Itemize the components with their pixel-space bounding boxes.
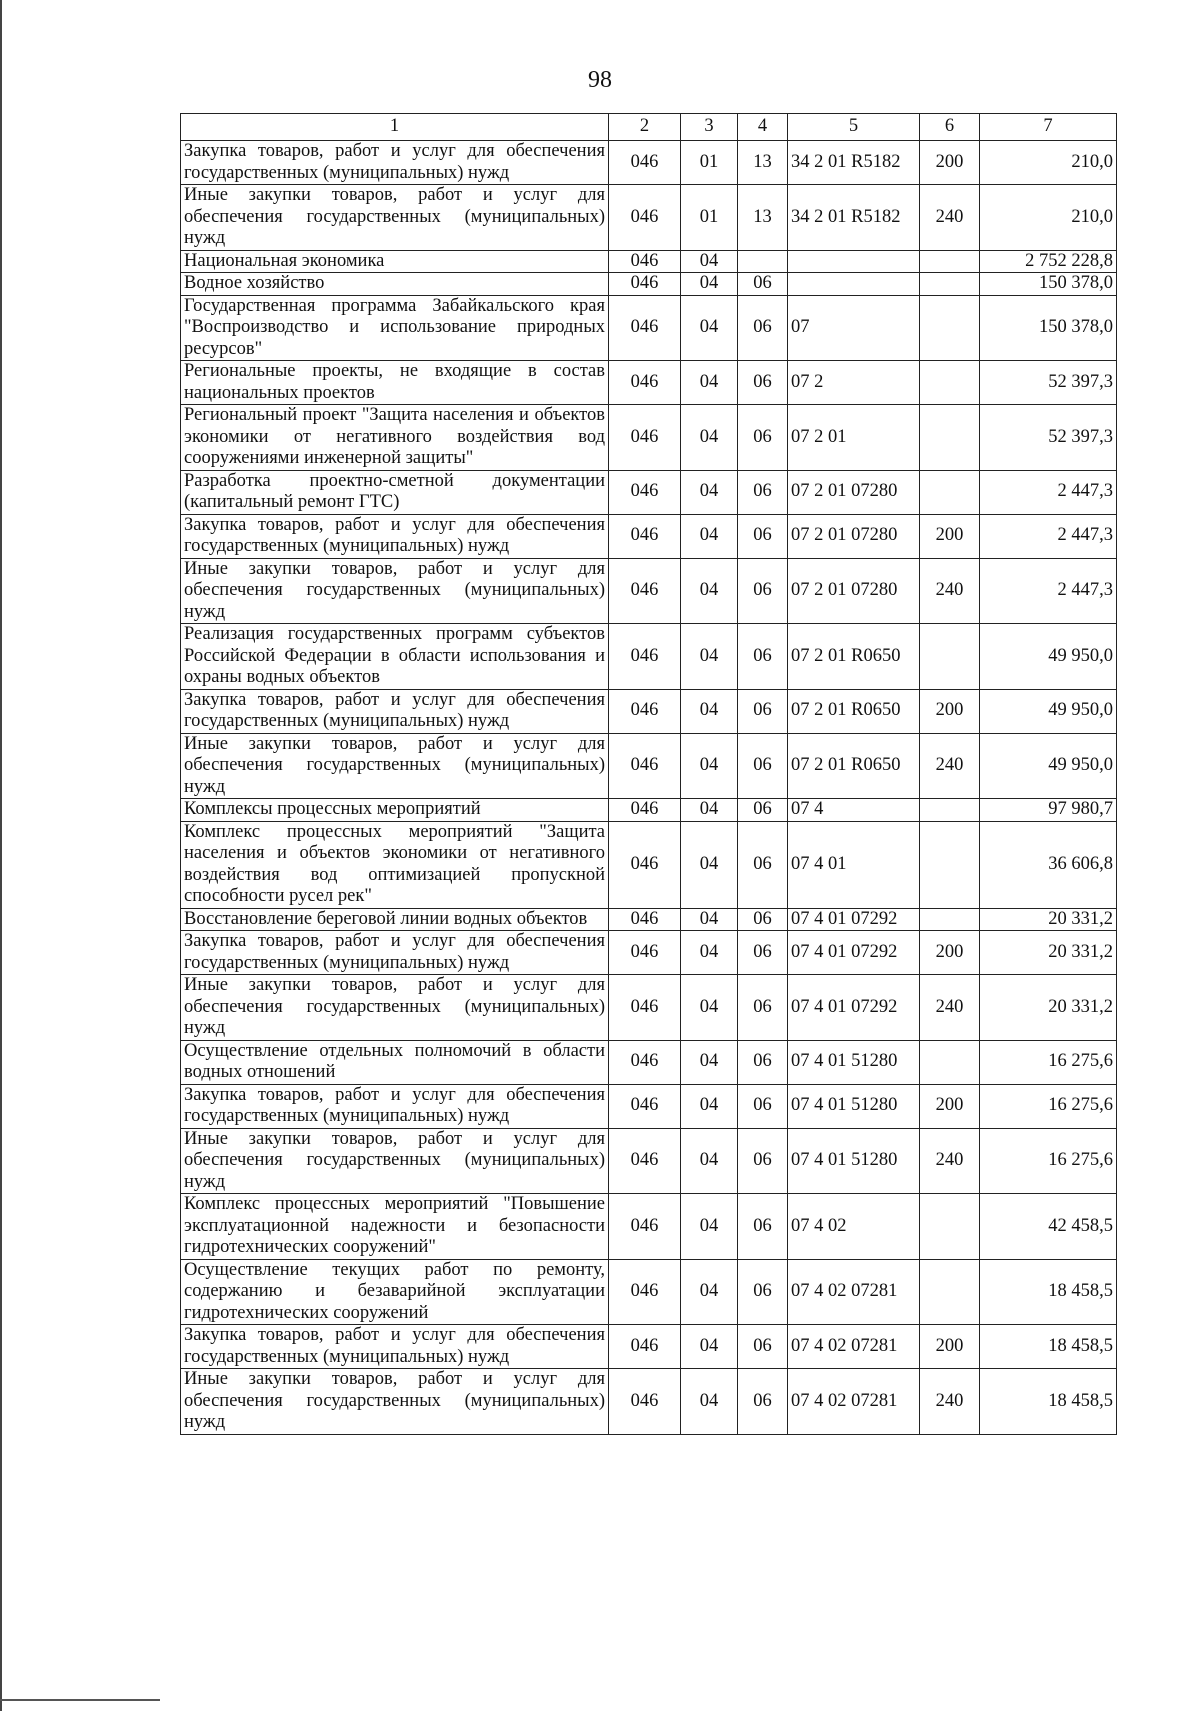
row-name-cell: Водное хозяйство: [181, 273, 609, 296]
row-target-article-cell: 07 2 01 R0650: [788, 689, 920, 733]
row-subsection-cell: 13: [738, 185, 788, 251]
table-row: [181, 799, 1117, 822]
row-name-cell: Закупка товаров, работ и услуг для обеспечения государственных (муниципальных) нужд: [181, 514, 609, 558]
row-grbs-cell: 046: [609, 1325, 681, 1369]
row-expense-type-cell: [920, 273, 980, 296]
row-subsection-cell: 13: [738, 141, 788, 185]
row-expense-type-cell: 240: [920, 975, 980, 1041]
row-grbs-cell: 046: [609, 558, 681, 624]
table-row: [181, 295, 1117, 361]
row-target-article-cell: 34 2 01 R5182: [788, 185, 920, 251]
table-row: [181, 1194, 1117, 1260]
row-expense-type-cell: [920, 1259, 980, 1325]
row-subsection-cell: 06: [738, 361, 788, 405]
row-sum-cell: 2 447,3: [980, 514, 1117, 558]
row-section-cell: 04: [681, 1040, 738, 1084]
row-sum-cell: 20 331,2: [980, 931, 1117, 975]
row-grbs-cell: 046: [609, 1369, 681, 1435]
row-section-cell: 04: [681, 1325, 738, 1369]
row-subsection-cell: 06: [738, 295, 788, 361]
row-section-cell: 04: [681, 931, 738, 975]
header-cell-3: 3: [681, 114, 738, 141]
row-section-cell: 04: [681, 689, 738, 733]
row-subsection-cell: 06: [738, 975, 788, 1041]
row-grbs-cell: 046: [609, 821, 681, 908]
row-expense-type-cell: 240: [920, 1369, 980, 1435]
row-sum-cell: 52 397,3: [980, 361, 1117, 405]
row-sum-cell: 18 458,5: [980, 1325, 1117, 1369]
row-subsection-cell: 06: [738, 1369, 788, 1435]
row-grbs-cell: 046: [609, 624, 681, 690]
row-name-cell: Закупка товаров, работ и услуг для обеспечения государственных (муниципальных) нужд: [181, 1325, 609, 1369]
row-section-cell: 04: [681, 405, 738, 471]
row-sum-cell: 210,0: [980, 185, 1117, 251]
table-row: [181, 1259, 1117, 1325]
header-cell-5: 5: [788, 114, 920, 141]
row-name-cell: Иные закупки товаров, работ и услуг для обеспечения государственных (муниципальных) нужд: [181, 1369, 609, 1435]
row-grbs-cell: 046: [609, 250, 681, 273]
row-subsection-cell: 06: [738, 470, 788, 514]
row-grbs-cell: 046: [609, 405, 681, 471]
row-sum-cell: 20 331,2: [980, 908, 1117, 931]
row-section-cell: 04: [681, 908, 738, 931]
row-section-cell: 04: [681, 1084, 738, 1128]
row-subsection-cell: 06: [738, 1325, 788, 1369]
table-row: [181, 361, 1117, 405]
table-body: [181, 114, 1117, 1435]
row-subsection-cell: 06: [738, 1128, 788, 1194]
row-grbs-cell: 046: [609, 185, 681, 251]
row-target-article-cell: 07 4 02 07281: [788, 1369, 920, 1435]
row-name-cell: Национальная экономика: [181, 250, 609, 273]
row-name-cell: Осуществление текущих работ по ремонту, содержанию и безаварийной эксплуатации гидротехнических сооружений: [181, 1259, 609, 1325]
row-name-cell: Региональный проект "Защита населения и объектов экономики от негативного воздействия вод сооружениями инженерной защиты": [181, 405, 609, 471]
page-number: 98: [588, 67, 612, 93]
table-row: [181, 931, 1117, 975]
row-grbs-cell: 046: [609, 514, 681, 558]
row-grbs-cell: 046: [609, 1040, 681, 1084]
row-expense-type-cell: [920, 821, 980, 908]
scan-edge-bottom: [0, 1699, 160, 1701]
row-subsection-cell: 06: [738, 821, 788, 908]
row-name-cell: Иные закупки товаров, работ и услуг для обеспечения государственных (муниципальных) нужд: [181, 185, 609, 251]
row-section-cell: 04: [681, 975, 738, 1041]
table-row: [181, 141, 1117, 185]
budget-table: [180, 113, 1117, 1435]
header-cell-2: 2: [609, 114, 681, 141]
row-sum-cell: 16 275,6: [980, 1040, 1117, 1084]
row-section-cell: 04: [681, 1194, 738, 1260]
row-target-article-cell: 07 2: [788, 361, 920, 405]
row-sum-cell: 150 378,0: [980, 273, 1117, 296]
row-target-article-cell: 07 4 01 07292: [788, 931, 920, 975]
row-name-cell: Разработка проектно-сметной документации (капитальный ремонт ГТС): [181, 470, 609, 514]
row-subsection-cell: 06: [738, 931, 788, 975]
row-expense-type-cell: 200: [920, 1084, 980, 1128]
row-target-article-cell: 07 4 02 07281: [788, 1325, 920, 1369]
row-sum-cell: 49 950,0: [980, 624, 1117, 690]
row-subsection-cell: 06: [738, 1194, 788, 1260]
row-target-article-cell: 07 4 01: [788, 821, 920, 908]
table-row: [181, 1040, 1117, 1084]
row-target-article-cell: 07 4 01 07292: [788, 908, 920, 931]
row-subsection-cell: 06: [738, 1084, 788, 1128]
table-row: [181, 908, 1117, 931]
table-row: [181, 514, 1117, 558]
row-expense-type-cell: [920, 250, 980, 273]
row-subsection-cell: 06: [738, 1259, 788, 1325]
row-target-article-cell: 07 4 01 51280: [788, 1084, 920, 1128]
row-grbs-cell: 046: [609, 141, 681, 185]
table-row: [181, 821, 1117, 908]
table-row: [181, 1369, 1117, 1435]
row-target-article-cell: 07 2 01 R0650: [788, 733, 920, 799]
row-sum-cell: 16 275,6: [980, 1084, 1117, 1128]
table-row: [181, 558, 1117, 624]
row-sum-cell: 150 378,0: [980, 295, 1117, 361]
row-grbs-cell: 046: [609, 689, 681, 733]
table-row: [181, 689, 1117, 733]
table-row: [181, 405, 1117, 471]
row-grbs-cell: 046: [609, 1084, 681, 1128]
row-grbs-cell: 046: [609, 361, 681, 405]
row-subsection-cell: 06: [738, 273, 788, 296]
row-section-cell: 04: [681, 1369, 738, 1435]
row-grbs-cell: 046: [609, 1194, 681, 1260]
row-sum-cell: 20 331,2: [980, 975, 1117, 1041]
row-subsection-cell: 06: [738, 733, 788, 799]
row-sum-cell: 42 458,5: [980, 1194, 1117, 1260]
row-sum-cell: 16 275,6: [980, 1128, 1117, 1194]
table-row: [181, 250, 1117, 273]
row-grbs-cell: 046: [609, 931, 681, 975]
row-sum-cell: 49 950,0: [980, 733, 1117, 799]
row-target-article-cell: 07 2 01 R0650: [788, 624, 920, 690]
row-target-article-cell: 07 4: [788, 799, 920, 822]
header-cell-1: 1: [181, 114, 609, 141]
row-expense-type-cell: [920, 405, 980, 471]
row-name-cell: Иные закупки товаров, работ и услуг для обеспечения государственных (муниципальных) нужд: [181, 558, 609, 624]
row-grbs-cell: 046: [609, 733, 681, 799]
header-cell-7: 7: [980, 114, 1117, 141]
row-expense-type-cell: 240: [920, 1128, 980, 1194]
row-expense-type-cell: 240: [920, 558, 980, 624]
row-sum-cell: 2 447,3: [980, 470, 1117, 514]
row-expense-type-cell: 200: [920, 514, 980, 558]
row-name-cell: Иные закупки товаров, работ и услуг для обеспечения государственных (муниципальных) нужд: [181, 733, 609, 799]
row-expense-type-cell: [920, 799, 980, 822]
row-subsection-cell: 06: [738, 514, 788, 558]
row-section-cell: 04: [681, 733, 738, 799]
row-name-cell: Реализация государственных программ субъектов Российской Федерации в области использования и охраны водных объектов: [181, 624, 609, 690]
row-expense-type-cell: 240: [920, 733, 980, 799]
row-name-cell: Комплексы процессных мероприятий: [181, 799, 609, 822]
header-cell-6: 6: [920, 114, 980, 141]
row-name-cell: Комплекс процессных мероприятий "Защита населения и объектов экономики от негативного воздействия вод оптимизацией пропускной способности русел рек": [181, 821, 609, 908]
row-expense-type-cell: 240: [920, 185, 980, 251]
table-row: [181, 1084, 1117, 1128]
row-name-cell: Иные закупки товаров, работ и услуг для обеспечения государственных (муниципальных) нужд: [181, 975, 609, 1041]
row-grbs-cell: 046: [609, 975, 681, 1041]
row-section-cell: 04: [681, 361, 738, 405]
row-target-article-cell: 07 4 01 07292: [788, 975, 920, 1041]
row-section-cell: 04: [681, 821, 738, 908]
table-row: [181, 975, 1117, 1041]
row-sum-cell: 36 606,8: [980, 821, 1117, 908]
row-expense-type-cell: [920, 1194, 980, 1260]
row-subsection-cell: [738, 250, 788, 273]
row-sum-cell: 18 458,5: [980, 1369, 1117, 1435]
row-section-cell: 04: [681, 799, 738, 822]
table-row: [181, 733, 1117, 799]
row-subsection-cell: 06: [738, 624, 788, 690]
row-name-cell: Осуществление отдельных полномочий в области водных отношений: [181, 1040, 609, 1084]
row-target-article-cell: 07 4 02 07281: [788, 1259, 920, 1325]
row-section-cell: 04: [681, 1259, 738, 1325]
row-name-cell: Закупка товаров, работ и услуг для обеспечения государственных (муниципальных) нужд: [181, 689, 609, 733]
row-section-cell: 04: [681, 273, 738, 296]
row-expense-type-cell: [920, 295, 980, 361]
row-section-cell: 01: [681, 185, 738, 251]
table-row: [181, 470, 1117, 514]
row-target-article-cell: 07 2 01 07280: [788, 558, 920, 624]
row-sum-cell: 97 980,7: [980, 799, 1117, 822]
row-target-article-cell: 34 2 01 R5182: [788, 141, 920, 185]
row-target-article-cell: 07 2 01: [788, 405, 920, 471]
row-section-cell: 04: [681, 295, 738, 361]
row-subsection-cell: 06: [738, 689, 788, 733]
header-cell-4: 4: [738, 114, 788, 141]
row-subsection-cell: 06: [738, 558, 788, 624]
row-expense-type-cell: [920, 470, 980, 514]
row-section-cell: 04: [681, 250, 738, 273]
row-subsection-cell: 06: [738, 1040, 788, 1084]
row-section-cell: 04: [681, 558, 738, 624]
row-name-cell: Комплекс процессных мероприятий "Повышение эксплуатационной надежности и безопасности гидротехнических сооружений": [181, 1194, 609, 1260]
row-section-cell: 04: [681, 514, 738, 558]
row-expense-type-cell: [920, 624, 980, 690]
row-grbs-cell: 046: [609, 470, 681, 514]
row-subsection-cell: 06: [738, 799, 788, 822]
row-target-article-cell: 07 2 01 07280: [788, 470, 920, 514]
row-sum-cell: 52 397,3: [980, 405, 1117, 471]
row-expense-type-cell: 200: [920, 931, 980, 975]
row-sum-cell: 210,0: [980, 141, 1117, 185]
row-section-cell: 04: [681, 624, 738, 690]
row-name-cell: Закупка товаров, работ и услуг для обеспечения государственных (муниципальных) нужд: [181, 141, 609, 185]
row-grbs-cell: 046: [609, 1128, 681, 1194]
row-target-article-cell: 07 4 02: [788, 1194, 920, 1260]
row-sum-cell: 2 752 228,8: [980, 250, 1117, 273]
row-subsection-cell: 06: [738, 908, 788, 931]
row-target-article-cell: 07 2 01 07280: [788, 514, 920, 558]
row-name-cell: Государственная программа Забайкальского края "Воспроизводство и использование природных ресурсов": [181, 295, 609, 361]
row-expense-type-cell: 200: [920, 1325, 980, 1369]
row-target-article-cell: 07 4 01 51280: [788, 1128, 920, 1194]
row-grbs-cell: 046: [609, 1259, 681, 1325]
row-grbs-cell: 046: [609, 273, 681, 296]
row-grbs-cell: 046: [609, 295, 681, 361]
table-row: [181, 1128, 1117, 1194]
row-target-article-cell: 07 4 01 51280: [788, 1040, 920, 1084]
row-name-cell: Закупка товаров, работ и услуг для обеспечения государственных (муниципальных) нужд: [181, 1084, 609, 1128]
row-expense-type-cell: [920, 908, 980, 931]
table-header-row: [181, 114, 1117, 141]
row-expense-type-cell: [920, 361, 980, 405]
row-section-cell: 04: [681, 1128, 738, 1194]
row-name-cell: Восстановление береговой линии водных объектов: [181, 908, 609, 931]
row-target-article-cell: 07: [788, 295, 920, 361]
row-sum-cell: 49 950,0: [980, 689, 1117, 733]
row-target-article-cell: [788, 273, 920, 296]
row-grbs-cell: 046: [609, 908, 681, 931]
row-expense-type-cell: 200: [920, 689, 980, 733]
table-row: [181, 624, 1117, 690]
row-name-cell: Закупка товаров, работ и услуг для обеспечения государственных (муниципальных) нужд: [181, 931, 609, 975]
row-section-cell: 01: [681, 141, 738, 185]
table-row: [181, 185, 1117, 251]
table-row: [181, 273, 1117, 296]
row-name-cell: Региональные проекты, не входящие в состав национальных проектов: [181, 361, 609, 405]
row-target-article-cell: [788, 250, 920, 273]
row-subsection-cell: 06: [738, 405, 788, 471]
row-grbs-cell: 046: [609, 799, 681, 822]
row-section-cell: 04: [681, 470, 738, 514]
scan-edge-left: [0, 0, 2, 1711]
row-sum-cell: 18 458,5: [980, 1259, 1117, 1325]
row-name-cell: Иные закупки товаров, работ и услуг для обеспечения государственных (муниципальных) нужд: [181, 1128, 609, 1194]
row-expense-type-cell: [920, 1040, 980, 1084]
row-sum-cell: 2 447,3: [980, 558, 1117, 624]
table-row: [181, 1325, 1117, 1369]
row-expense-type-cell: 200: [920, 141, 980, 185]
